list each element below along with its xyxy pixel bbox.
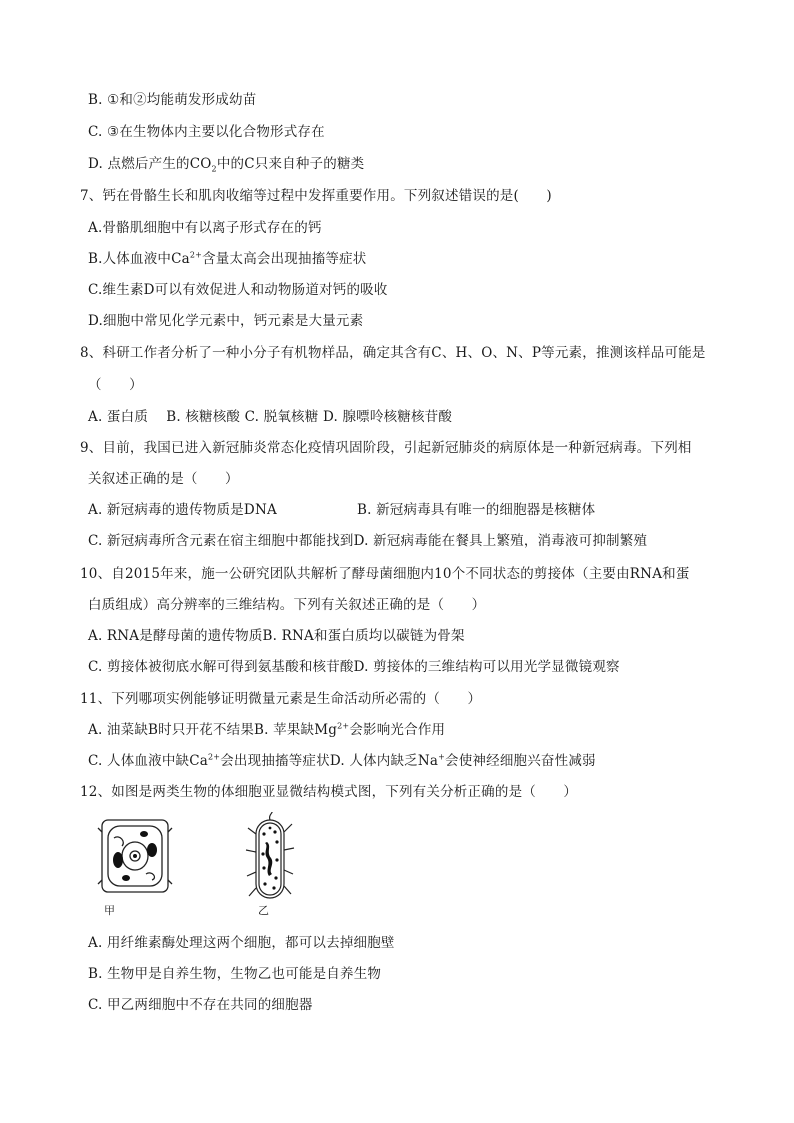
q9-stem-line1: 9、目前，我国已进入新冠肺炎常态化疫情巩固阶段，引起新冠肺炎的病原体是一种新冠病毒。下列相 [80,440,692,456]
q11-stem: 11、下列哪项实例能够证明微量元素是生命活动所必需的（ ） [80,691,482,707]
q12-stem: 12、如图是两类生物的体细胞亚显微结构模式图，下列有关分析正确的是（ ） [80,784,578,800]
q9-options-cd: C. 新冠病毒所含元素在宿主细胞中都能找到D. 新冠病毒能在餐具上繁殖，消毒液可抑制繁殖 [88,533,648,549]
q10-options-cd: C. 剪接体被彻底水解可得到氨基酸和核苷酸D. 剪接体的三维结构可以用光学显微镜观察 [88,659,620,675]
q10-stem-line1: 10、自2015年来，施一公研究团队共解析了酵母菌细胞内10个不同状态的剪接体（主要由RNA和蛋 [80,566,690,582]
q12-option-a: A. 用纤维素酶处理这两个细胞，都可以去掉细胞壁 [88,935,395,951]
q9-option-a: A. 新冠病毒的遗传物质是DNA [88,502,277,518]
q12-option-c: C. 甲乙两细胞中不存在共同的细胞器 [88,997,313,1013]
figure-label-a: 甲 [104,904,115,917]
figure-label-b: 乙 [258,904,269,917]
q12-option-b: B. 生物甲是自养生物，生物乙也可能是自养生物 [88,966,382,982]
plant-cell-figure [96,814,174,900]
q6-option-c: C. ③在生物体内主要以化合物形式存在 [88,124,325,140]
q8-stem-line2: （ ） [88,377,143,393]
q8-options: A. 蛋白质 B. 核糖核酸 C. 脱氧核糖 D. 腺嘌呤核糖核苷酸 [88,409,453,425]
q7-stem: 7、钙在骨骼生长和肌肉收缩等过程中发挥重要作用。下列叙述错误的是( ) [80,188,552,204]
bacteria-cell-figure [240,812,300,906]
q9-option-b: B. 新冠病毒具有唯一的细胞器是核糖体 [357,502,596,518]
q11-options-cd: C. 人体血液中缺$Ca^{2+}$会出现抽搐等症状D. 人体内缺乏Na+会使神经细胞兴奋性减弱 [88,752,596,769]
q10-stem-line2: 白质组成）高分辨率的三维结构。下列有关叙述正确的是（ ） [88,597,486,613]
q10-options-ab: A. RNA是酵母菌的遗传物质B. RNA和蛋白质均以碳链为骨架 [88,628,465,644]
q6-option-b: B. ①和②均能萌发形成幼苗 [88,92,257,108]
q9-stem-line2: 关叙述正确的是（ ） [88,471,239,487]
q6-option-d: D. 点燃后产生的$CO_2$中的C只来自种子的糖类 [88,156,365,174]
q7-option-c: C.维生素D可以有效促进人和动物肠道对钙的吸收 [88,282,388,298]
q11-options-ab: A. 油菜缺B时只开花不结果B. 苹果缺$Mg^{2+}$会影响光合作用 [88,721,446,738]
q8-stem-line1: 8、科研工作者分析了一种小分子有机物样品，确定其含有C、H、O、N、P等元素，推测该样品可能是 [80,345,706,361]
q7-option-a: A.骨骼肌细胞中有以离子形式存在的钙 [88,220,322,236]
q7-option-b: B.人体血液中$Ca^{2+}$含量太高会出现抽搐等症状 [88,250,367,267]
q7-option-d: D.细胞中常见化学元素中，钙元素是大量元素 [88,313,364,329]
